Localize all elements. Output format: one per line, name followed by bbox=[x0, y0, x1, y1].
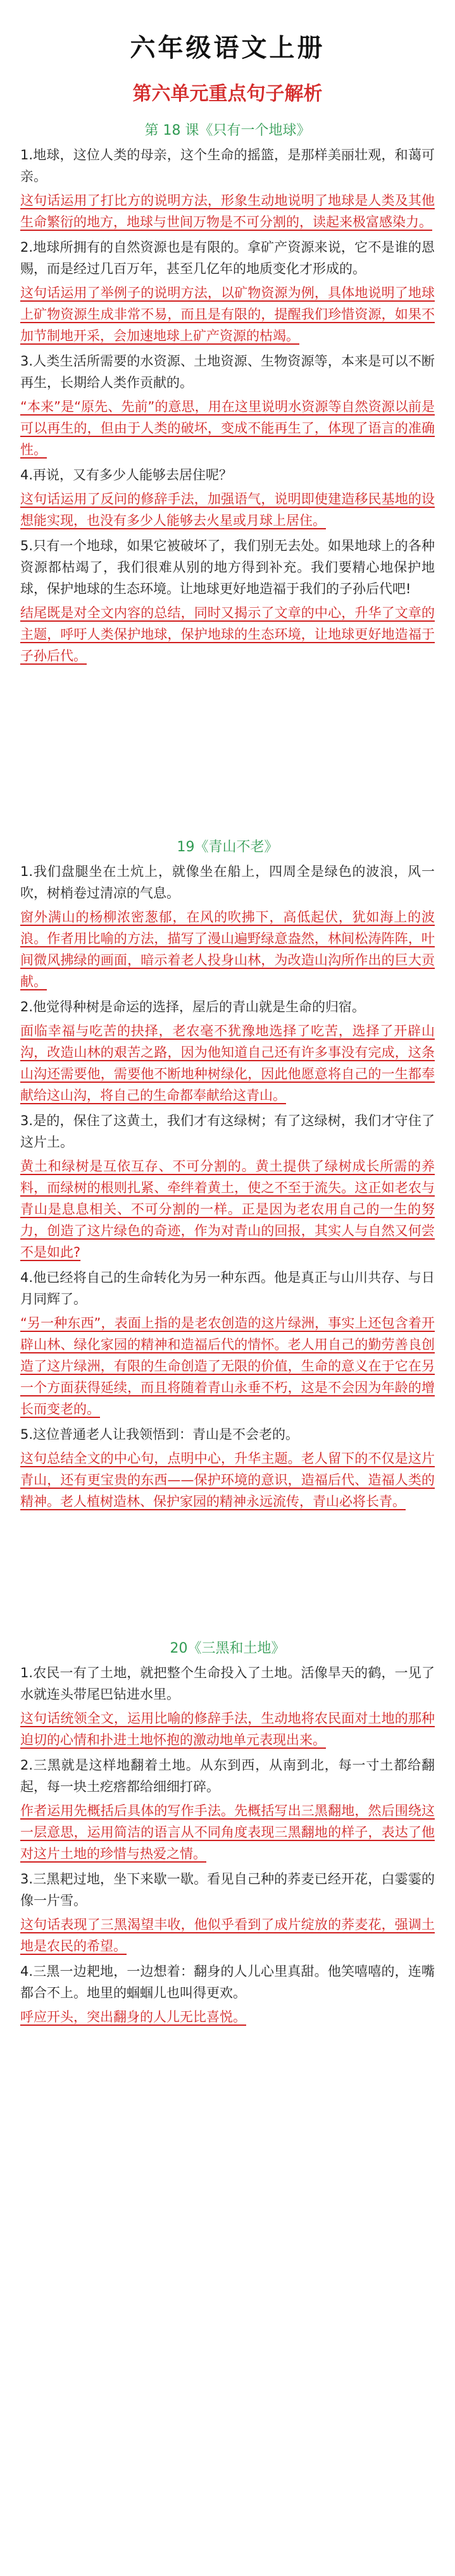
sentence: 1.地球，这位人类的母亲，这个生命的摇篮，是那样美丽壮观，和蔼可亲。 bbox=[20, 147, 435, 184]
analysis: 呼应开头，突出翻身的人儿无比喜悦。 bbox=[20, 2009, 246, 2024]
sentence: 4.三黑一边耙地，一边想着：翻身的人儿心里真甜。他笑嘻嘻的，连嘴都合不上。地里的蝈蝈儿也叫得更欢。 bbox=[20, 1964, 435, 2000]
analysis: 这句话表现了三黑渴望丰收，他似乎看到了成片绽放的荞麦花，强调土地是农民的希望。 bbox=[20, 1917, 435, 1954]
sentence: 2.三黑就是这样地翻着土地。从东到西，从南到北，每一寸土都给翻起，每一块土疙瘩都给细细打碎。 bbox=[20, 1758, 435, 1794]
page-gap bbox=[20, 670, 435, 822]
sentence: 2.他觉得种树是命运的选择，屋后的青山就是生命的归宿。 bbox=[20, 999, 366, 1014]
sentence: 3.三黑耙过地，坐下来歇一歇。看见自己种的荞麦已经开花，白霎霎的像一片雪。 bbox=[20, 1871, 435, 1908]
section-lesson-19 bbox=[20, 836, 435, 1512]
analysis: 窗外满山的杨柳浓密葱郁，在风的吹拂下，高低起伏，犹如海上的波浪。作者用比喻的方法，描写了漫山遍野绿意盎然，林间松涛阵阵，叶间微风拂绿的画面，暗示着老人投身山林，为改造山沟所作出的巨大贡献。 bbox=[20, 909, 435, 989]
analysis: 面临幸福与吃苦的抉择，老农毫不犹豫地选择了吃苦，选择了开辟山沟，改造山林的艰苦之路，因为他知道自己还有许多事没有完成，这条山沟还需要他，需要他不断地种树绿化，因此他愿意将自己的一生都奉献给这山沟，将自己的生命都奉献给这青山。 bbox=[20, 1023, 435, 1103]
analysis: “另一种东西”，表面上指的是老农创造的这片绿洲，事实上还包含着开辟山林、绿化家园的精神和造福后代的情怀。老人用自己的勤劳善良创造了这片绿洲，有限的生命创造了无限的价值，生命的意义在于它在另一个方面获得延续，而且将随着青山永垂不朽，这是不会因为年龄的增长而变老的。 bbox=[20, 1316, 435, 1417]
sentence: 5.只有一个地球，如果它被破坏了，我们别无去处。如果地球上的各种资源都枯竭了，我们很难从别的地方得到补充。我们要精心地保护地球，保护地球的生态环境。让地球更好地造福于我们的子孙后代吧! bbox=[20, 538, 435, 596]
analysis: 这句总结全文的中心句，点明中心，升华主题。老人留下的不仅是这片青山，还有更宝贵的东西——保护环境的意识，造福后代、造福人类的精神。老人植树造林、保护家园的精神永远流传，青山必将长青。 bbox=[20, 1451, 435, 1509]
analysis: “本来”是“原先、先前”的意思，用在这里说明水资源等自然资源以前是可以再生的，但由于人类的破坏，变成不能再生了，体现了语言的准确性。 bbox=[20, 399, 435, 457]
analysis: 这句话运用了打比方的说明方法，形象生动地说明了地球是人类及其他生命繁衍的地方，地球与世间万物是不可分割的，读起来极富感染力。 bbox=[20, 193, 435, 230]
lesson-title: 20《三黑和土地》 bbox=[170, 1641, 285, 1656]
sentence: 2.地球所拥有的自然资源也是有限的。拿矿产资源来说，它不是谁的恩赐，而是经过几百万年，甚至几亿年的地质变化才形成的。 bbox=[20, 240, 435, 276]
lesson-title: 19《青山不老》 bbox=[177, 839, 278, 855]
analysis: 这句话统领全文，运用比喻的修辞手法，生动地将农民面对土地的那种迫切的心情和扑进土地怀抱的激动地单元表现出来。 bbox=[20, 1711, 435, 1747]
page-subtitle: 第六单元重点句子解析 bbox=[132, 83, 323, 105]
sentence: 3.人类生活所需要的水资源、土地资源、生物资源等，本来是可以不断再生，长期给人类作贡献的。 bbox=[20, 354, 435, 390]
sentence: 4.他已经将自己的生命转化为另一种东西。他是真正与山川共存、与日月同辉了。 bbox=[20, 1270, 435, 1307]
page-title: 六年级语文上册 bbox=[130, 34, 325, 63]
analysis: 作者运用先概括后具体的写作手法。先概括写出三黑翻地，然后围绕这一层意思，运用简洁的语言从不同角度表现三黑翻地的样子，表达了他对这片土地的珍惜与热爱之情。 bbox=[20, 1803, 435, 1861]
analysis: 结尾既是对全文内容的总结，同时又揭示了文章的中心，升华了文章的主题，呼吁人类保护地球，保护地球的生态环境，让地球更好地造福于子孙后代。 bbox=[20, 605, 435, 663]
analysis: 这句话运用了举例子的说明方法，以矿物资源为例，具体地说明了地球上矿物资源生成非常不易，而且是有限的，提醒我们珍惜资源，如果不加节制地开采，会加速地球上矿产资源的枯竭。 bbox=[20, 285, 435, 343]
analysis: 黄土和绿树是互依互存、不可分割的。黄土提供了绿树成长所需的养料，而绿树的根则扎紧、牵绊着黄土，使之不至于流失。这正如老农与青山是息息相关、不可分割的一样。正是因为老农用自己的一生的努力，创造了这片绿色的奇迹，作为对青山的回报，其实人与自然又何尝不是如此? bbox=[20, 1159, 435, 1260]
sentence: 4.再说，又有多少人能够去居住呢？ bbox=[20, 467, 233, 483]
analysis: 这句话运用了反问的修辞手法，加强语气，说明即使建造移民基地的设想能实现，也没有多少人能够去火星或月球上居住。 bbox=[20, 491, 435, 528]
page-gap bbox=[20, 1516, 435, 1624]
sentence: 5.这位普通老人让我领悟到：青山是不会老的。 bbox=[20, 1427, 299, 1442]
section-lesson-18 bbox=[20, 120, 435, 667]
lesson-title: 第 18 课《只有一个地球》 bbox=[144, 123, 311, 139]
sentence: 1.我们盘腿坐在土炕上，就像坐在船上，四周全是绿色的波浪，风一吹，树梢卷过清凉的气息。 bbox=[20, 864, 435, 901]
section-lesson-20 bbox=[20, 1637, 435, 2028]
sentence: 3.是的，保住了这黄土，我们才有这绿树；有了这绿树，我们才守住了这片土。 bbox=[20, 1113, 435, 1150]
sentence: 1.农民一有了土地，就把整个生命投入了土地。活像旱天的鹤，一见了水就连头带尾巴钻进水里。 bbox=[20, 1665, 435, 1702]
